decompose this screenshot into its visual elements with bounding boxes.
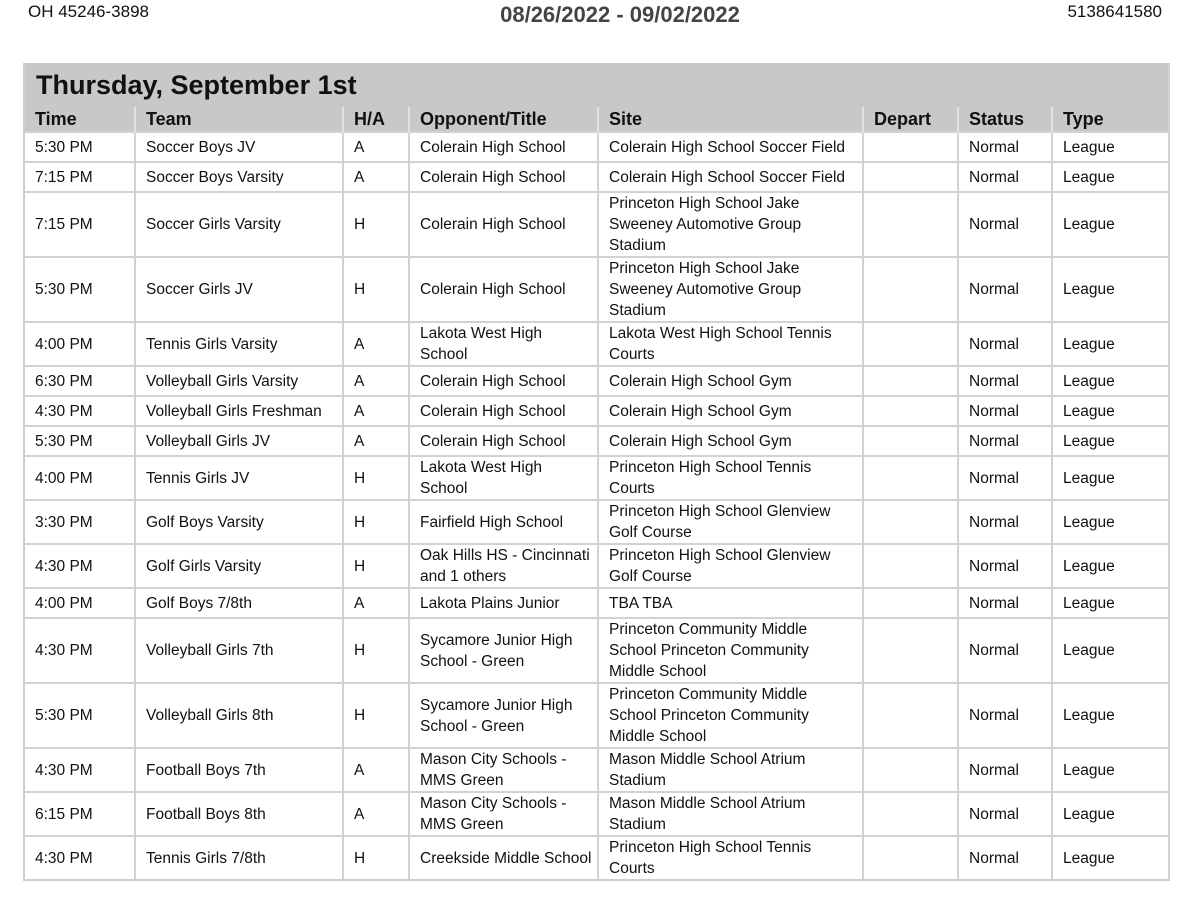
cell-site: Mason Middle School Atrium Stadium	[598, 748, 863, 792]
cell-depart	[863, 748, 958, 792]
cell-home-away: H	[343, 618, 409, 683]
cell-status: Normal	[958, 618, 1052, 683]
cell-home-away: H	[343, 456, 409, 500]
cell-type: League	[1052, 500, 1168, 544]
table-row	[25, 426, 1168, 456]
cell-home-away: H	[343, 544, 409, 588]
cell-team: Football Boys 8th	[135, 792, 343, 836]
cell-status: Normal	[958, 162, 1052, 192]
cell-depart	[863, 162, 958, 192]
table-row	[25, 836, 1168, 879]
schedule-rows	[25, 132, 1168, 879]
table-row	[25, 500, 1168, 544]
header-phone: 5138641580	[1067, 2, 1162, 21]
cell-opponent: Colerain High School	[409, 257, 598, 322]
cell-home-away: H	[343, 192, 409, 257]
header-date-range: 08/26/2022 - 09/02/2022	[500, 2, 740, 27]
cell-type: League	[1052, 544, 1168, 588]
cell-opponent: Colerain High School	[409, 366, 598, 396]
table-row	[25, 192, 1168, 257]
column-header-status: Status	[958, 107, 1052, 132]
column-header-home-away: H/A	[343, 107, 409, 132]
cell-status: Normal	[958, 426, 1052, 456]
cell-opponent: Lakota Plains Junior	[409, 588, 598, 618]
cell-type: League	[1052, 836, 1168, 879]
cell-site: Princeton Community Middle School Princeton Community Middle School	[598, 683, 863, 748]
cell-home-away: H	[343, 500, 409, 544]
cell-time: 7:15 PM	[25, 192, 135, 257]
cell-opponent: Creekside Middle School	[409, 836, 598, 879]
cell-time: 4:30 PM	[25, 618, 135, 683]
cell-home-away: H	[343, 836, 409, 879]
schedule-section	[23, 63, 1170, 881]
cell-team: Tennis Girls JV	[135, 456, 343, 500]
cell-team: Soccer Girls Varsity	[135, 192, 343, 257]
cell-status: Normal	[958, 192, 1052, 257]
cell-team: Golf Boys 7/8th	[135, 588, 343, 618]
cell-depart	[863, 588, 958, 618]
table-row	[25, 618, 1168, 683]
cell-opponent: Colerain High School	[409, 192, 598, 257]
cell-depart	[863, 426, 958, 456]
cell-home-away: A	[343, 792, 409, 836]
cell-opponent: Colerain High School	[409, 162, 598, 192]
cell-team: Volleyball Girls 8th	[135, 683, 343, 748]
cell-type: League	[1052, 192, 1168, 257]
column-header-time: Time	[25, 107, 135, 132]
cell-home-away: A	[343, 162, 409, 192]
cell-team: Volleyball Girls JV	[135, 426, 343, 456]
cell-status: Normal	[958, 544, 1052, 588]
cell-opponent: Sycamore Junior High School - Green	[409, 618, 598, 683]
cell-home-away: H	[343, 257, 409, 322]
cell-status: Normal	[958, 366, 1052, 396]
cell-team: Soccer Boys Varsity	[135, 162, 343, 192]
cell-type: League	[1052, 683, 1168, 748]
cell-status: Normal	[958, 132, 1052, 162]
cell-team: Football Boys 7th	[135, 748, 343, 792]
cell-opponent: Sycamore Junior High School - Green	[409, 683, 598, 748]
cell-type: League	[1052, 132, 1168, 162]
table-row	[25, 132, 1168, 162]
cell-site: Princeton High School Glenview Golf Course	[598, 500, 863, 544]
cell-team: Volleyball Girls 7th	[135, 618, 343, 683]
cell-time: 4:30 PM	[25, 836, 135, 879]
cell-site: Colerain High School Gym	[598, 426, 863, 456]
cell-time: 3:30 PM	[25, 500, 135, 544]
cell-opponent: Colerain High School	[409, 132, 598, 162]
cell-depart	[863, 544, 958, 588]
cell-time: 6:15 PM	[25, 792, 135, 836]
cell-team: Golf Boys Varsity	[135, 500, 343, 544]
cell-team: Volleyball Girls Freshman	[135, 396, 343, 426]
cell-site: Princeton High School Jake Sweeney Automotive Group Stadium	[598, 257, 863, 322]
cell-team: Volleyball Girls Varsity	[135, 366, 343, 396]
cell-home-away: A	[343, 748, 409, 792]
cell-home-away: A	[343, 426, 409, 456]
cell-site: Colerain High School Soccer Field	[598, 162, 863, 192]
cell-depart	[863, 132, 958, 162]
cell-site: Colerain High School Gym	[598, 366, 863, 396]
header-row	[25, 107, 1168, 132]
cell-time: 4:00 PM	[25, 588, 135, 618]
cell-time: 5:30 PM	[25, 132, 135, 162]
table-row	[25, 683, 1168, 748]
table-row	[25, 322, 1168, 366]
cell-status: Normal	[958, 396, 1052, 426]
header-address: OH 45246-3898	[28, 2, 149, 21]
cell-site: Princeton High School Glenview Golf Course	[598, 544, 863, 588]
schedule-table	[25, 107, 1168, 879]
cell-time: 5:30 PM	[25, 683, 135, 748]
cell-status: Normal	[958, 456, 1052, 500]
day-title: Thursday, September 1st	[25, 63, 1168, 107]
cell-status: Normal	[958, 748, 1052, 792]
cell-depart	[863, 456, 958, 500]
cell-site: TBA TBA	[598, 588, 863, 618]
cell-type: League	[1052, 426, 1168, 456]
cell-type: League	[1052, 257, 1168, 322]
cell-status: Normal	[958, 257, 1052, 322]
cell-depart	[863, 500, 958, 544]
table-row	[25, 588, 1168, 618]
table-row	[25, 792, 1168, 836]
column-header-team: Team	[135, 107, 343, 132]
cell-team: Golf Girls Varsity	[135, 544, 343, 588]
cell-site: Lakota West High School Tennis Courts	[598, 322, 863, 366]
table-row	[25, 456, 1168, 500]
cell-site: Princeton High School Tennis Courts	[598, 836, 863, 879]
cell-type: League	[1052, 456, 1168, 500]
table-row	[25, 366, 1168, 396]
cell-site: Mason Middle School Atrium Stadium	[598, 792, 863, 836]
cell-site: Princeton High School Tennis Courts	[598, 456, 863, 500]
cell-opponent: Mason City Schools - MMS Green	[409, 748, 598, 792]
cell-opponent: Colerain High School	[409, 426, 598, 456]
cell-depart	[863, 836, 958, 879]
table-row	[25, 257, 1168, 322]
cell-type: League	[1052, 588, 1168, 618]
cell-depart	[863, 366, 958, 396]
column-header-depart: Depart	[863, 107, 958, 132]
cell-team: Soccer Boys JV	[135, 132, 343, 162]
table-row	[25, 544, 1168, 588]
cell-team: Tennis Girls 7/8th	[135, 836, 343, 879]
column-header-site: Site	[598, 107, 863, 132]
cell-depart	[863, 257, 958, 322]
cell-status: Normal	[958, 792, 1052, 836]
cell-site: Colerain High School Soccer Field	[598, 132, 863, 162]
column-header-type: Type	[1052, 107, 1168, 132]
cell-type: League	[1052, 748, 1168, 792]
cell-time: 4:00 PM	[25, 456, 135, 500]
cell-home-away: A	[343, 588, 409, 618]
cell-depart	[863, 792, 958, 836]
cell-status: Normal	[958, 588, 1052, 618]
cell-site: Princeton Community Middle School Princeton Community Middle School	[598, 618, 863, 683]
cell-type: League	[1052, 396, 1168, 426]
cell-team: Tennis Girls Varsity	[135, 322, 343, 366]
cell-time: 7:15 PM	[25, 162, 135, 192]
cell-time: 6:30 PM	[25, 366, 135, 396]
cell-status: Normal	[958, 322, 1052, 366]
cell-type: League	[1052, 792, 1168, 836]
table-row	[25, 748, 1168, 792]
cell-home-away: A	[343, 396, 409, 426]
cell-home-away: A	[343, 132, 409, 162]
cell-depart	[863, 396, 958, 426]
cell-status: Normal	[958, 836, 1052, 879]
cell-home-away: A	[343, 322, 409, 366]
cell-team: Soccer Girls JV	[135, 257, 343, 322]
cell-depart	[863, 618, 958, 683]
cell-time: 5:30 PM	[25, 257, 135, 322]
table-row	[25, 162, 1168, 192]
cell-opponent: Lakota West High School	[409, 322, 598, 366]
cell-type: League	[1052, 366, 1168, 396]
cell-opponent: Fairfield High School	[409, 500, 598, 544]
cell-depart	[863, 322, 958, 366]
cell-opponent: Mason City Schools - MMS Green	[409, 792, 598, 836]
cell-time: 5:30 PM	[25, 426, 135, 456]
cell-time: 4:30 PM	[25, 544, 135, 588]
cell-home-away: H	[343, 683, 409, 748]
cell-status: Normal	[958, 683, 1052, 748]
column-header-opponent: Opponent/Title	[409, 107, 598, 132]
cell-opponent: Colerain High School	[409, 396, 598, 426]
cell-type: League	[1052, 162, 1168, 192]
cell-type: League	[1052, 618, 1168, 683]
cell-site: Princeton High School Jake Sweeney Automotive Group Stadium	[598, 192, 863, 257]
table-row	[25, 396, 1168, 426]
cell-opponent: Lakota West High School	[409, 456, 598, 500]
cell-time: 4:00 PM	[25, 322, 135, 366]
cell-depart	[863, 683, 958, 748]
cell-site: Colerain High School Gym	[598, 396, 863, 426]
cell-type: League	[1052, 322, 1168, 366]
cell-time: 4:30 PM	[25, 396, 135, 426]
cell-opponent: Oak Hills HS - Cincinnati and 1 others	[409, 544, 598, 588]
cell-depart	[863, 192, 958, 257]
cell-home-away: A	[343, 366, 409, 396]
cell-time: 4:30 PM	[25, 748, 135, 792]
cell-status: Normal	[958, 500, 1052, 544]
